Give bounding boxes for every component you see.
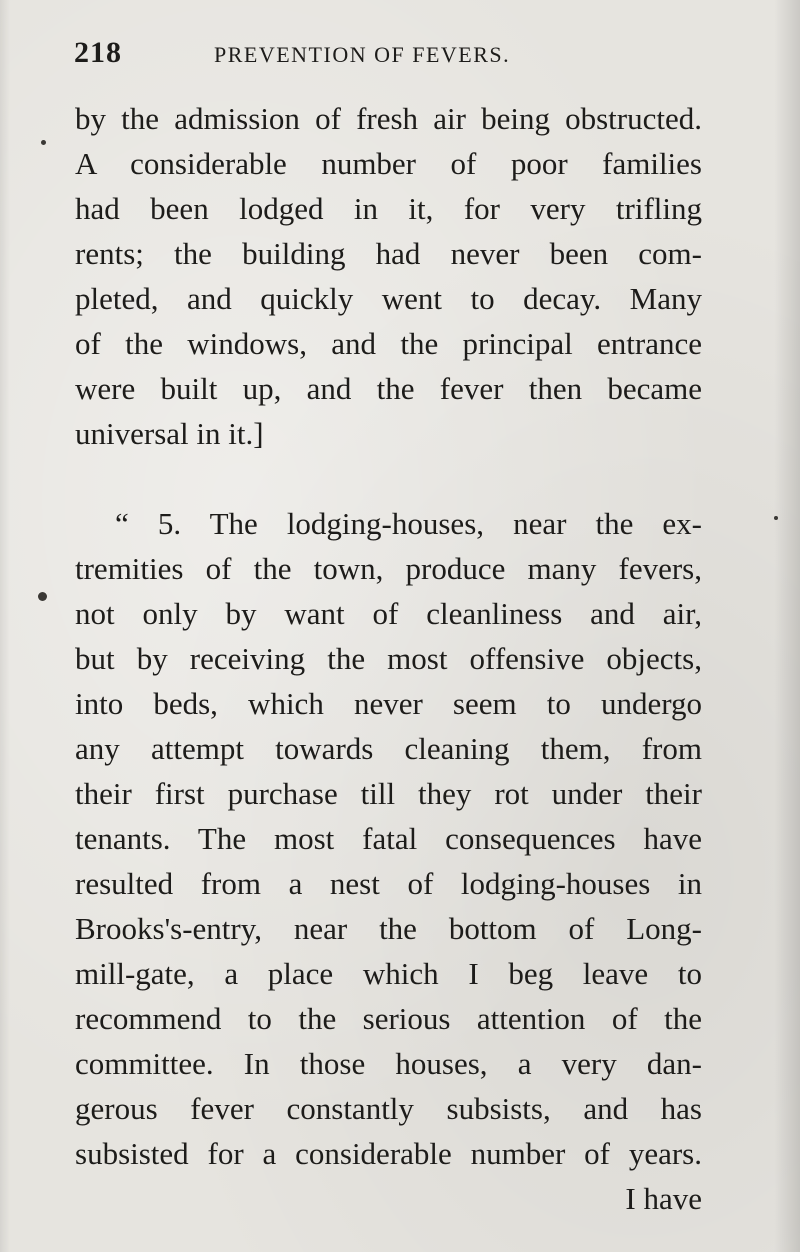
page-shadow-left	[0, 0, 10, 1252]
text-line-5: pleted, and quickly went to decay. Many	[75, 281, 702, 316]
text-line-19: mill-gate, a place which I beg leave to	[75, 956, 702, 991]
text-line-10: tremities of the town, produce many fevers,	[75, 551, 702, 586]
text-line-13: into beds, which never seem to undergo	[75, 686, 702, 721]
text-line-17: resulted from a nest of lodging-houses in	[75, 866, 702, 901]
text-line-21: committee. In those houses, a very dan-	[75, 1046, 702, 1081]
text-line-12: but by receiving the most offensive objects,	[75, 641, 702, 676]
page-number: 218	[74, 36, 122, 69]
ink-speck	[41, 140, 46, 145]
text-line-22: gerous fever constantly subsists, and has	[75, 1091, 702, 1126]
ink-speck	[38, 592, 47, 601]
text-line-15: their first purchase till they rot under their	[75, 776, 702, 811]
catchword: I have	[625, 1181, 702, 1216]
text-line-8: universal in it.]	[75, 416, 264, 451]
text-line-18: Brooks's-entry, near the bottom of Long-	[75, 911, 702, 946]
text-line-4: rents; the building had never been com-	[75, 236, 702, 271]
text-line-14: any attempt towards cleaning them, from	[75, 731, 702, 766]
text-line-23: subsisted for a considerable number of years.	[75, 1136, 702, 1171]
text-line-11: not only by want of cleanliness and air,	[75, 596, 702, 631]
paragraph-start-line: “ 5. The lodging-houses, near the ex-	[115, 506, 702, 541]
text-line-2: A considerable number of poor families	[75, 146, 702, 181]
text-line-7: were built up, and the fever then became	[75, 371, 702, 406]
running-title: PREVENTION OF FEVERS.	[214, 42, 511, 67]
running-header	[74, 36, 594, 76]
text-line-1: by the admission of fresh air being obstructed.	[75, 101, 702, 136]
text-line-3: had been lodged in it, for very trifling	[75, 191, 702, 226]
text-line-6: of the windows, and the principal entrance	[75, 326, 702, 361]
page-shadow-right	[774, 0, 800, 1252]
ink-speck	[774, 516, 778, 520]
text-line-16: tenants. The most fatal consequences have	[75, 821, 702, 856]
text-line-20: recommend to the serious attention of the	[75, 1001, 702, 1036]
